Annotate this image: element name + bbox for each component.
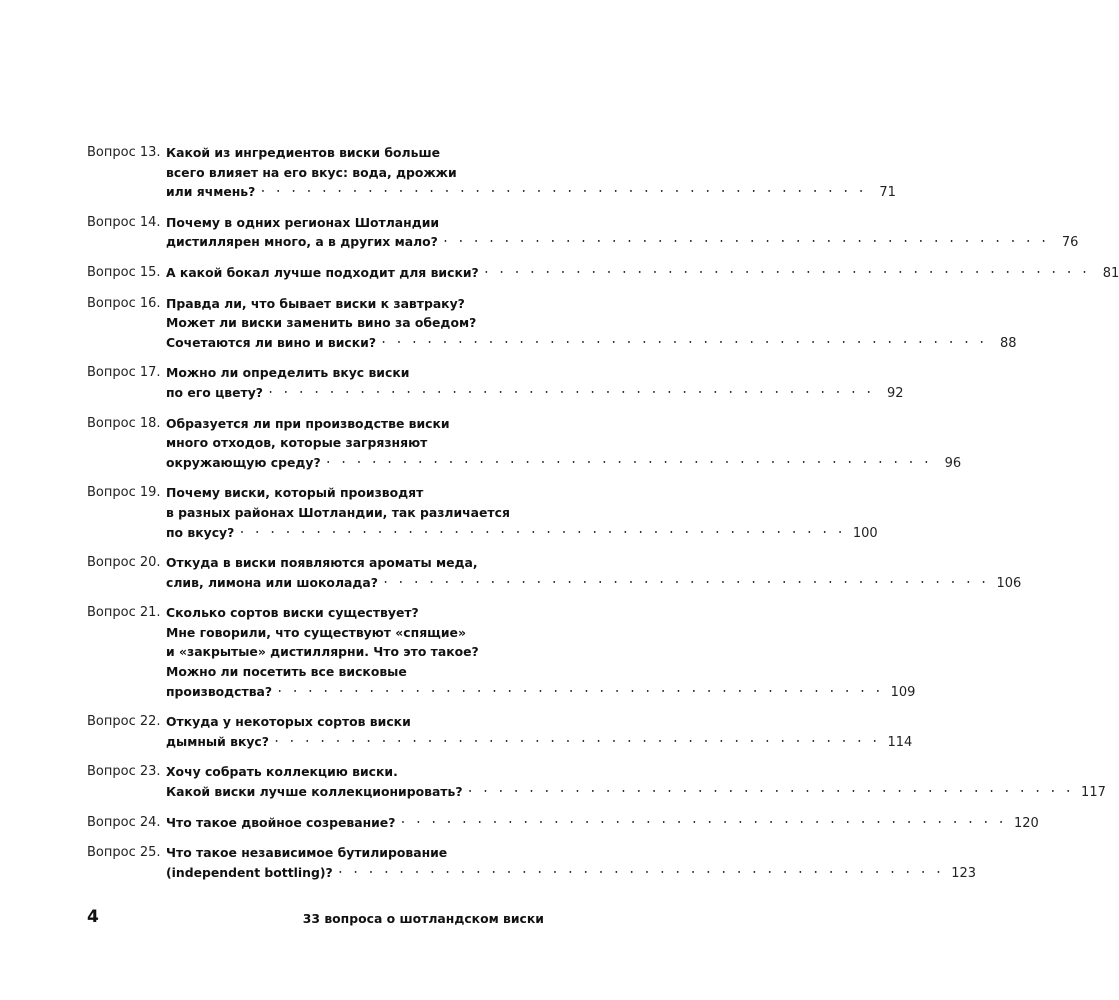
toc-entry-last-line <box>166 453 961 477</box>
dot-leader <box>384 573 991 597</box>
toc-entry-title-line: (independent bottling)? <box>166 864 333 880</box>
toc-entry[interactable] <box>87 213 1079 256</box>
toc-entry-title-line: Какой из ингредиентов виски больше <box>166 145 441 160</box>
toc-entry-title-line: Откуда у некоторых сортов виски <box>166 714 411 730</box>
toc-entry[interactable] <box>87 143 896 206</box>
toc-entry-title-line: или ячмень? <box>166 184 256 200</box>
toc-entry-title <box>166 553 1021 596</box>
toc-entry[interactable] <box>87 294 1017 357</box>
dot-leader <box>269 383 876 407</box>
toc-entry-page-number: 88 <box>1000 335 1017 351</box>
toc-entry-title-line: производства? <box>166 683 273 699</box>
dot-leader <box>278 682 885 706</box>
toc-entry-title-line: Можно ли посетить все висковые <box>166 664 407 680</box>
toc-entry[interactable] <box>87 603 916 705</box>
dot-leader <box>469 782 1076 806</box>
toc-entry-last-line <box>166 682 915 706</box>
toc-entry-page-number: 114 <box>887 734 913 750</box>
toc-entry-page-number: 117 <box>1081 785 1106 801</box>
toc-entry-label: Вопрос 14. <box>87 214 161 230</box>
toc-entry-title <box>166 263 1119 287</box>
toc-entry-last-line <box>166 333 1017 357</box>
dot-leader <box>327 453 934 477</box>
toc-entry-label: Вопрос 23. <box>87 764 161 780</box>
toc-entry-title <box>166 762 1106 805</box>
toc-entry-page-number: 109 <box>890 684 916 700</box>
toc-entry-last-line <box>166 782 1106 806</box>
toc-entry-label: Вопрос 18. <box>87 415 161 431</box>
toc-entry-title-line: Сочетаются ли вино и виски? <box>166 334 377 350</box>
toc-entry-page-number: 100 <box>852 525 878 541</box>
toc-entry-title <box>166 483 878 546</box>
toc-entry-title-line: Откуда в виски появляются ароматы меда, <box>166 555 478 571</box>
dot-leader <box>240 523 847 547</box>
toc-entry-title <box>166 294 1017 357</box>
toc-entry-label: Вопрос 21. <box>87 605 161 621</box>
toc-entry[interactable] <box>87 414 962 477</box>
toc-entry-label: Вопрос 22. <box>87 714 161 730</box>
toc-entry-label: Вопрос 15. <box>87 264 161 280</box>
toc-entry-title-line: в разных районах Шотландии, так различается <box>166 504 510 520</box>
toc-entry-title-line: Хочу собрать коллекцию виски. <box>166 764 398 780</box>
toc-entry-title <box>166 712 912 755</box>
toc-entry-last-line <box>166 383 904 407</box>
toc-entry-title-line: и «закрытые» дистиллярни. Что это такое? <box>166 644 479 660</box>
toc-entry-title-line: Что такое двойное созревание? <box>166 814 396 830</box>
toc-entry-last-line <box>166 523 878 547</box>
dot-leader <box>382 333 989 357</box>
dot-leader <box>444 232 1051 256</box>
toc-entry-title <box>166 603 915 705</box>
toc-entry-title-line: Может ли виски заменить вино за обедом? <box>166 315 477 331</box>
toc-entry-title-line: много отходов, которые загрязняют <box>166 435 428 451</box>
toc-entry-page-number: 123 <box>951 865 977 881</box>
toc-entry[interactable] <box>87 363 904 406</box>
toc-entry-last-line <box>166 232 1078 256</box>
toc-entry-title-line: Какой виски лучше коллекционировать? <box>166 784 463 800</box>
toc-entry-page-number: 96 <box>944 455 962 471</box>
dot-leader <box>275 732 882 756</box>
toc-entry[interactable] <box>87 843 977 886</box>
toc-entry-title <box>166 813 1039 837</box>
toc-entry-title-line: Можно ли определить вкус виски <box>166 365 410 381</box>
toc-entry-title-line: всего влияет на его вкус: вода, дрожжи <box>166 164 457 180</box>
toc-entry[interactable] <box>87 483 878 546</box>
toc-entry-title <box>166 143 896 206</box>
toc-entry-title-line: Мне говорили, что существуют «спящие» <box>166 624 466 640</box>
footer-page-number: 4 <box>87 907 99 927</box>
toc-entry-last-line <box>166 573 1021 597</box>
toc-entry-label: Вопрос 17. <box>87 365 161 381</box>
toc-entry-page-number: 92 <box>886 385 904 401</box>
toc-entry-last-line <box>166 263 1119 287</box>
toc-entry-label: Вопрос 25. <box>87 845 161 861</box>
toc-entry-title <box>166 363 904 406</box>
toc-entry-page-number: 81 <box>1102 265 1119 281</box>
toc-entry-title-line: окружающую среду? <box>166 454 321 470</box>
toc-entry[interactable] <box>87 553 1022 596</box>
toc-entry-label: Вопрос 20. <box>87 555 161 571</box>
toc-entry-title-line: А какой бокал лучше подходит для виски? <box>166 264 479 280</box>
dot-leader <box>401 813 1008 837</box>
toc-entry-title-line: Правда ли, что бывает виски к завтраку? <box>166 295 465 311</box>
toc-entry-title-line: Образуется ли при производстве виски <box>166 415 450 431</box>
toc-entry-title <box>166 414 961 477</box>
toc-entry-title <box>166 213 1078 256</box>
toc-entry-title-line: Сколько сортов виски существует? <box>166 605 419 621</box>
toc-entry-last-line <box>166 182 896 206</box>
toc-entry-last-line <box>166 863 976 887</box>
toc-entry-title-line: Почему виски, который производят <box>166 485 424 501</box>
toc-entry[interactable] <box>87 813 1039 837</box>
toc-entry[interactable] <box>87 263 1119 287</box>
toc-entry-title-line: дымный вкус? <box>166 733 269 749</box>
toc-entry-label: Вопрос 24. <box>87 814 161 830</box>
toc-entry-title-line: по вкусу? <box>166 524 235 540</box>
table-of-contents <box>87 143 1119 893</box>
dot-leader <box>339 863 946 887</box>
toc-entry-page-number: 71 <box>879 185 896 201</box>
toc-entry-label: Вопрос 19. <box>87 485 161 501</box>
toc-entry-title-line: слив, лимона или шоколада? <box>166 574 378 590</box>
dot-leader <box>261 182 868 206</box>
toc-entry-last-line <box>166 813 1039 837</box>
toc-entry-title-line: Почему в одних регионах Шотландии <box>166 214 440 230</box>
toc-entry-page-number: 106 <box>996 575 1022 591</box>
dot-leader <box>485 263 1092 287</box>
toc-entry-label: Вопрос 16. <box>87 295 161 311</box>
toc-entry-title <box>166 843 976 886</box>
footer-book-title: 33 вопроса о шотландском виски <box>302 911 544 926</box>
toc-entry-page-number: 76 <box>1061 235 1079 251</box>
toc-entry-page-number: 120 <box>1013 815 1039 831</box>
toc-entry-title-line: Что такое независимое бутилирование <box>166 845 448 861</box>
toc-entry-title-line: по его цвету? <box>166 384 263 400</box>
toc-entry-label: Вопрос 13. <box>87 145 161 160</box>
toc-entry-last-line <box>166 732 912 756</box>
toc-entry[interactable] <box>87 712 913 755</box>
toc-entry[interactable] <box>87 762 1106 805</box>
toc-entry-title-line: дистиллярен много, а в других мало? <box>166 234 438 250</box>
